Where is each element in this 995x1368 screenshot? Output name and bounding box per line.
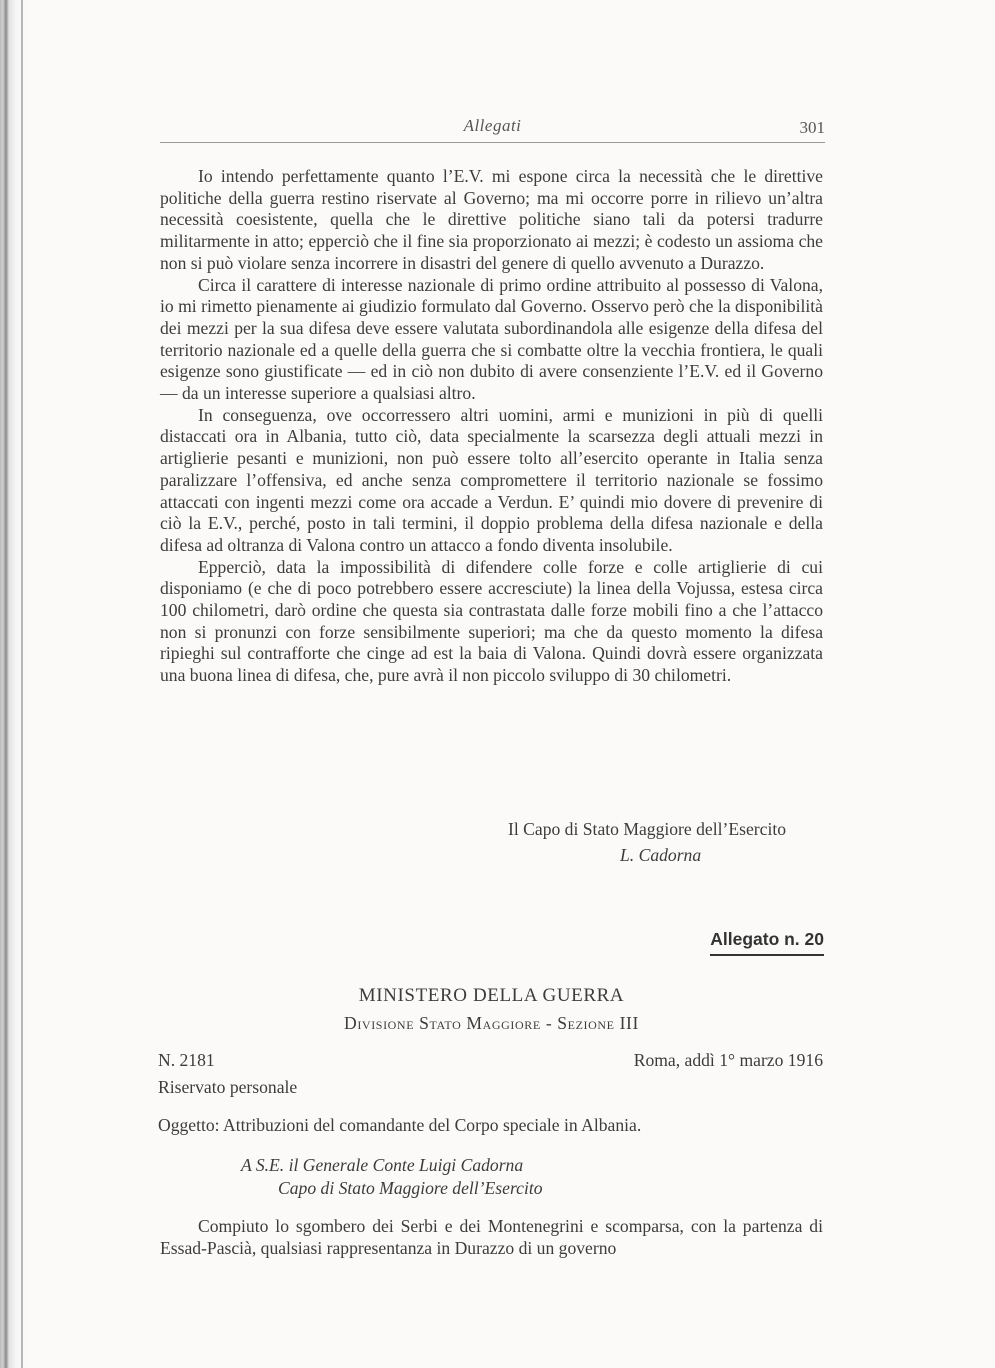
signature-name: L. Cadorna: [620, 845, 702, 865]
page-number: 301: [799, 118, 825, 137]
addressee-line-1: A S.E. il Generale Conte Luigi Cadorna: [241, 1155, 524, 1175]
addressee-block: [241, 1154, 543, 1200]
signature-title: Il Capo di Stato Maggiore dell’Esercito: [508, 819, 787, 839]
closing-paragraph: Compiuto lo sgombero dei Serbi e dei Montenegrini e scomparsa, con la partenza di Essad-Pascià, qualsiasi rappresentanza in Durazzo di un governo: [160, 1216, 823, 1258]
paragraph-3: In conseguenza, ove occorressero altri uomini, armi e munizioni in più di quelli distaccati ora in Albania, tutto ciò, data specialmente la scarsezza degli attuali mezzi in artiglierie pesanti e munizioni, non può essere tolto all’esercito operante in Italia senza paralizzare l’offensiva, ed anche senza compromettere il territorio nazionale se fossimo attaccati con ingenti mezzi come ora accade a Verdun. E’ quindi mio dovere di prevenire di ciò la E.V., perché, posto in tali termini, il doppio problema della difesa nazionale e della difesa ad oltranza di Valona contro un attacco a fondo diventa insolubile.: [160, 404, 823, 555]
ministry-division: Divisione Stato Maggiore - Sezione III: [344, 1013, 639, 1033]
header-rule: [160, 142, 825, 143]
paragraph-1: Io intendo perfettamente quanto l’E.V. mi espone circa la necessità che le direttive politiche della guerra restino riservate al Governo; ma mi occorre porre in rilievo un’altra necessità coesistente, quella che le direttive politiche siano tali da potersi tradurre militarmente in atto; epperciò che il fine sia proporzionato ai mezzi; è codesto un assioma che non si può violare senza incorrere in disastri del genere di quello avvenuto a Durazzo.: [160, 166, 823, 273]
document-reference: [158, 1047, 297, 1101]
letter-body: [160, 166, 823, 687]
page-header: [160, 114, 825, 144]
page-binding-edge: [0, 0, 30, 1368]
ministry-heading: [160, 982, 823, 1036]
binding-shadow-line: [21, 0, 23, 1368]
paragraph-4: Epperciò, data la impossibilità di difendere colle forze e colle artiglierie di cui disponiamo (e che di poco potrebbero essere accresciute) la linea della Vojussa, estesa circa 100 chilometri, darò ordine che questa sia contrastata dalle forze mobili fino a che l’attacco non si pronunzi con forze sensibilmente superiori; ma che da questo momento la difesa ripieghi sul contrafforte che cinge ad est la baia di Valona. Quindi dovrà essere organizzata una buona linea di difesa, che, pure avrà il non piccolo sviluppo di 30 chilometri.: [160, 556, 823, 686]
ministry-name: MINISTERO DELLA GUERRA: [358, 985, 625, 1006]
signature-block: [508, 816, 786, 868]
document-number: N. 2181: [158, 1050, 215, 1070]
paragraph-2: Circa il carattere di interesse nazionale di primo ordine attribuito al possesso di Valona, io mi rimetto pienamente ai giudizio formulato dal Governo. Osservo però che la disponibilità dei mezzi per la sua difesa deve essere valutata subordinandola alle esigenze della difesa del territorio nazionale ed a quelle della guerra che si combatte oltre la vecchia frontiera, le quali esigenze sono giustificate — ed in ciò non dubito di avere consenziente l’E.V. ed il Governo — da un interesse superiore a qualsiasi altro.: [160, 274, 823, 404]
place-date: Roma, addì 1° marzo 1916: [633, 1050, 823, 1070]
running-head: Allegati: [463, 116, 522, 135]
addressee-line-2: Capo di Stato Maggiore dell’Esercito: [278, 1178, 543, 1198]
document-classification: Riservato personale: [158, 1077, 298, 1097]
attachment-label: Allegato n. 20: [710, 929, 824, 956]
subject-line: Oggetto: Attribuzioni del comandante del Corpo speciale in Albania.: [158, 1115, 642, 1135]
